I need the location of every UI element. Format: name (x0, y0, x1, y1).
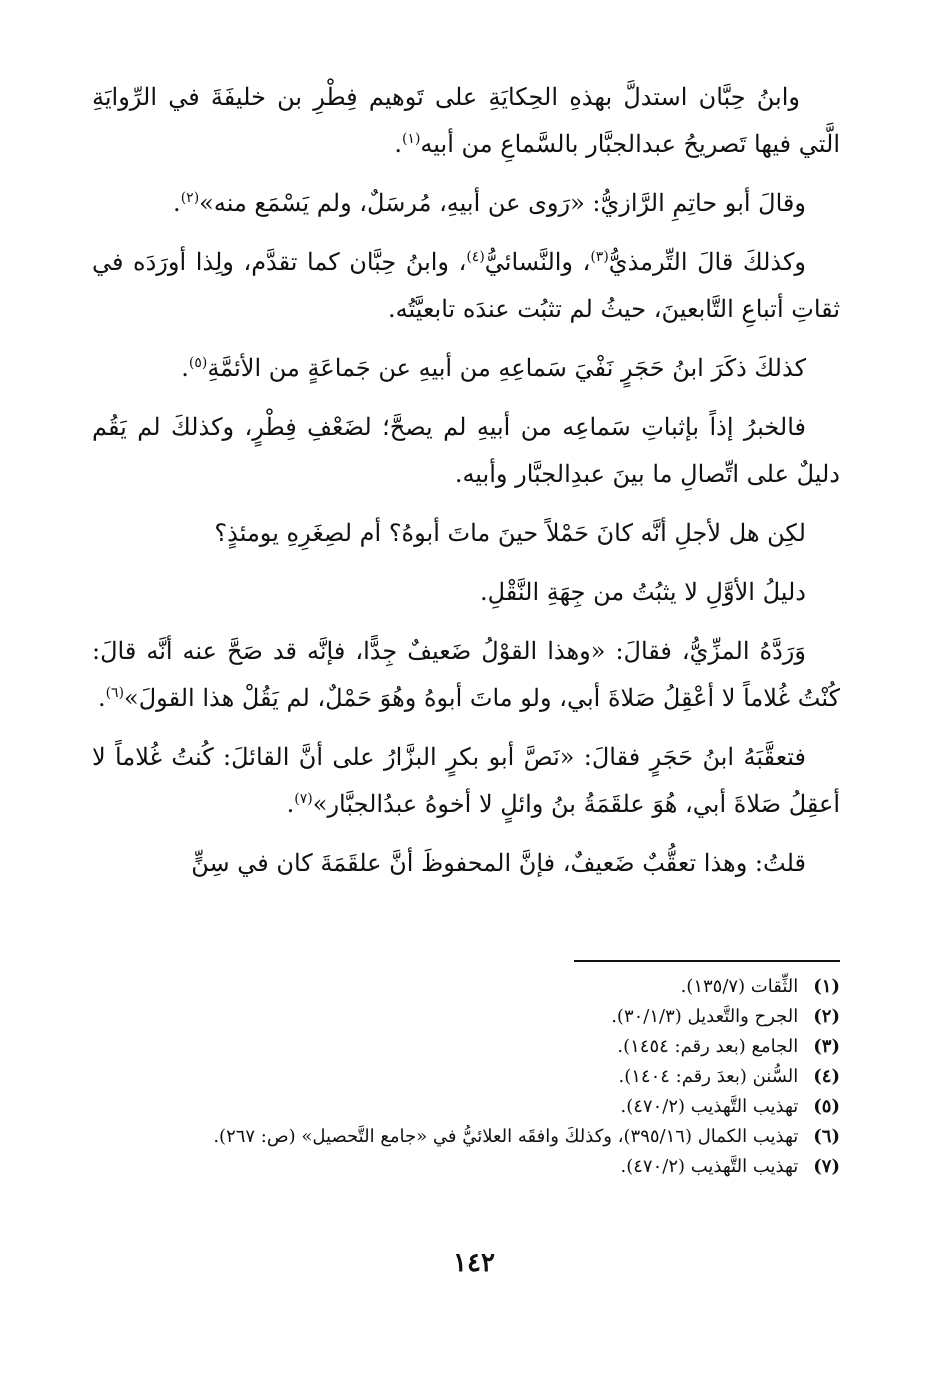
footnote-number: (١) (813, 976, 840, 997)
paragraph-text: وكذلكَ قالَ التِّرمذيُّ (608, 248, 807, 276)
paragraph-ending: . (97, 684, 106, 712)
footnote-ref-1: (١) (401, 131, 421, 147)
footnote-text: السُّنن (بعدَ رقم: ١٤٠٤). (618, 1066, 799, 1087)
footnote-text: تهذيب الكمال (٣٩٥/١٦)، وكذلكَ وافقَه العلائيُّ في «جامع التَّحصيل» (ص: ٢٦٧). (213, 1126, 799, 1147)
footnote-number: (٧) (813, 1156, 840, 1177)
paragraph-text: وَرَدَّهُ المزِّيُّ، فقالَ: «وهذا القوْلُ ضَعيفٌ جِدًّا، فإنَّه قد صَحَّ عنه أنَّه قالَ: كُنْتُ غُلاماً لا أعْقِلُ صَلاةَ أبي، ولو ماتَ أبوهُ وهُوَ حَمْلٌ، لم يَقُلْ هذا القولَ» (92, 637, 840, 712)
paragraph-text: كذلكَ ذكَرَ ابنُ حَجَرٍ نَفْيَ سَماعِهِ من أبيهِ عن جَماعَةٍ من الأئمَّةِ (207, 354, 806, 382)
footnote-text: الجامع (بعد رقم: ١٤٥٤). (617, 1036, 799, 1057)
footnote-ref-7: (٧) (294, 791, 313, 807)
paragraph-text: وابنُ حِبَّان استدلَّ بهذهِ الحِكايَةِ على تَوهيم فِطْرِ بن خليفَةَ في الرِّوايَةِ الَّتي فيها تَصريحُ عبدالجبَّار بالسَّماعِ من أبيه (92, 83, 840, 158)
paragraph-text: قلتُ: وهذا تعقُّبٌ ضَعيفٌ، فإنَّ المحفوظَ أنَّ علقَمَةَ كان في سِنٍّ (191, 849, 806, 877)
paragraph-6 (92, 510, 840, 557)
footnote-item (92, 1062, 840, 1092)
footnote-ref-5: (٥) (188, 355, 208, 371)
paragraph-7 (92, 569, 840, 616)
footnote-text: تهذيب التَّهذيب (٤٧٠/٢). (620, 1156, 799, 1177)
paragraph-text: دليلُ الأوَّلِ لا يثبُتُ من جِهَةِ النَّقْلِ. (479, 578, 806, 606)
paragraph-ending: . (181, 354, 189, 382)
paragraph-ending: . (394, 130, 402, 158)
paragraph-ending: . (173, 189, 181, 217)
footnote-item (92, 1032, 840, 1062)
footnote-ref-4: (٤) (466, 249, 485, 265)
footnote-number: (٦) (813, 1126, 840, 1147)
footnote-text: الجرح والتَّعديل (٣٠/١/٣). (611, 1006, 799, 1027)
paragraph-text: لكِن هل لأجلِ أنَّه كانَ حَمْلاً حينَ ماتَ أبوهُ؟ أم لصِغَرِهِ يومئذٍ؟ (214, 519, 806, 547)
page-number: ١٤٢ (453, 1248, 495, 1278)
footnote-text: الثِّقات (١٣٥/٧). (680, 976, 799, 997)
paragraph-9 (92, 734, 840, 828)
paragraph-1 (92, 74, 840, 168)
paragraph-text: ، وابنُ حِبَّان كما تقدَّم، ولِذا أورَدَه في ثقاتِ أتباعِ التَّابعينَ، حيثُ لم تثبُت عندَه تابعيَّتُه. (92, 248, 840, 323)
footnote-item (92, 1002, 840, 1032)
paragraph-8 (92, 628, 840, 722)
footnote-item (92, 1122, 840, 1152)
footnote-ref-2: (٢) (180, 190, 200, 206)
footnote-item (92, 1152, 840, 1182)
footnotes-list (92, 972, 840, 1182)
paragraph-2 (92, 180, 840, 227)
paragraph-text: فتعقَّبَهُ ابنُ حَجَرٍ فقالَ: «نَصَّ أبو بكرٍ البزَّارُ على أنَّ القائلَ: كُنتُ غُلاماً لا أعقِلُ صَلاةَ أبي، هُوَ علقَمَةُ بنُ وائلٍ لا أخوهُ عبدُالجبَّار» (92, 743, 840, 818)
paragraph-3 (92, 239, 840, 333)
paragraph-4 (92, 345, 840, 392)
footnote-text: تهذيب التَّهذيب (٤٧٠/٢). (620, 1096, 799, 1117)
paragraph-text: وقالَ أبو حاتِمِ الرَّازيُّ: «رَوى عن أبيهِ، مُرسَلٌ، ولم يَسْمَع منه» (199, 189, 806, 217)
main-text (92, 74, 840, 899)
footnote-number: (٤) (813, 1066, 840, 1087)
footnote-ref-6: (٦) (105, 685, 125, 701)
footnote-item (92, 972, 840, 1002)
paragraph-10 (92, 840, 840, 887)
footnote-ref-3: (٣) (590, 249, 609, 265)
footnote-item (92, 1092, 840, 1122)
footnote-number: (٢) (813, 1006, 840, 1027)
footnote-number: (٣) (813, 1036, 840, 1057)
paragraph-text: فالخبرُ إذاً بإثباتِ سَماعِه من أبيهِ لم يصحَّ؛ لضَعْفِ فِطْرٍ، وكذلكَ لم يَقُم دليلٌ على اتِّصالِ ما بينَ عبدِالجبَّار وأبيه. (92, 413, 840, 488)
paragraph-5 (92, 404, 840, 498)
paragraph-ending: . (286, 790, 295, 818)
paragraph-text: ، والنَّسائيُّ (484, 248, 591, 276)
footnote-number: (٥) (813, 1096, 840, 1117)
footnote-divider (574, 960, 840, 962)
